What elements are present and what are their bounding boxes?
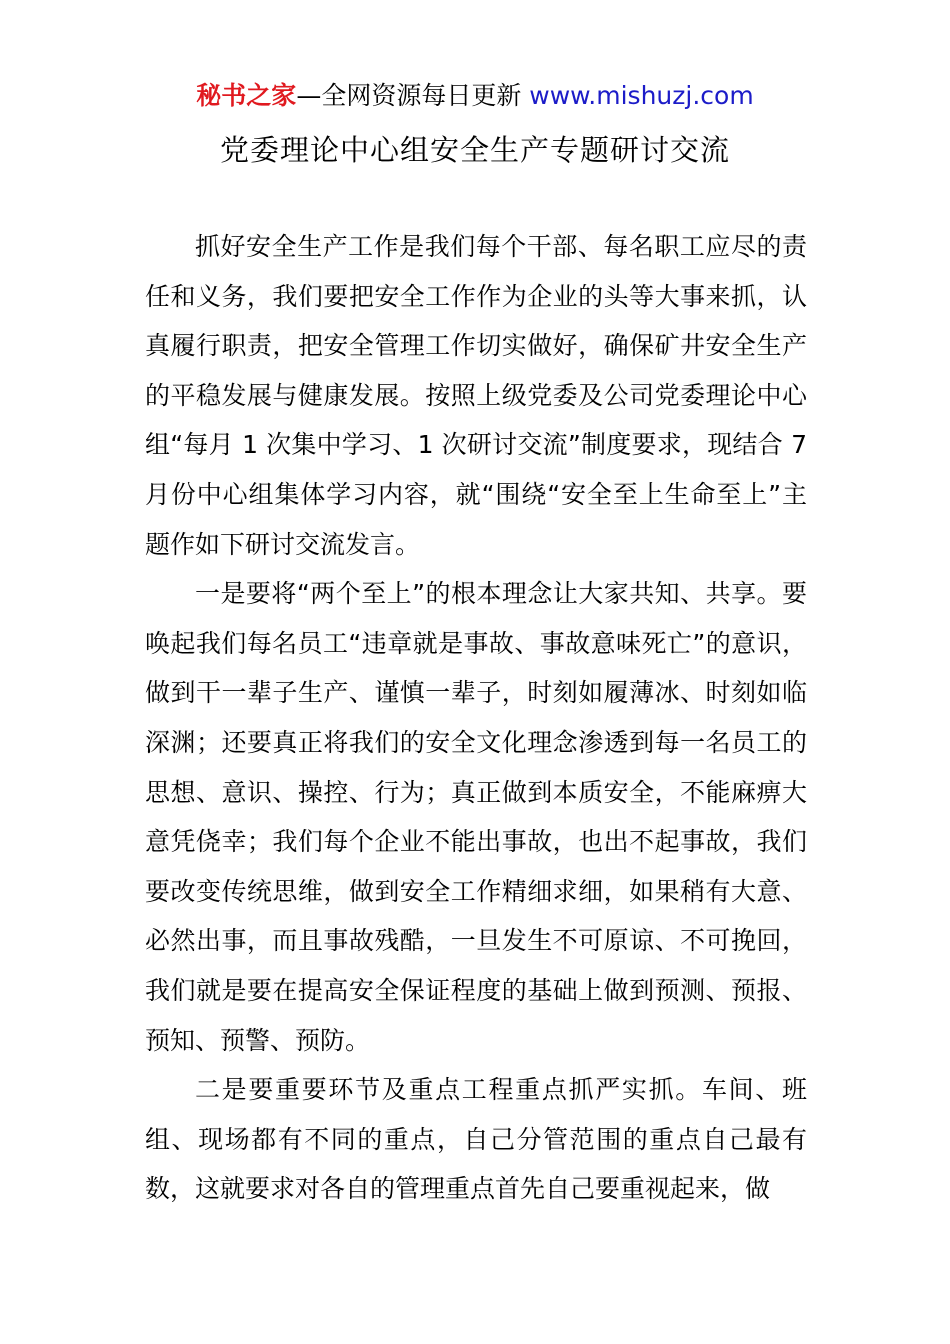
paragraph-point-one: 一是要将“两个至上”的根本理念让大家共知、共享。要唤起我们每名员工“违章就是事故、事故意味死亡”的意识，做到干一辈子生产、谨慎一辈子，时刻如履薄冰、时刻如临深渊；还要真正将我们的安全文化理念渗透到每一名员工的思想、意识、操控、行为；真正做到本质安全，不能麻痹大意凭侥幸；我们每个企业不能出事故，也出不起事故，我们要改变传统思维，做到安全工作精细求细，如果稍有大意、必然出事，而且事故残酷，一旦发生不可原谅、不可挽回，我们就是要在提高安全保证程度的基础上做到预测、预报、预知、预警、预防。 (145, 579, 807, 1055)
paragraph-intro: 抓好安全生产工作是我们每个干部、每名职工应尽的责任和义务，我们要把安全工作作为企业的头等大事来抓，认真履行职责，把安全管理工作切实做好，确保矿井安全生产的平稳发展与健康发展。按照上级党委及公司党委理论中心组“每月 1 次集中学习、1 次研讨交流”制度要求，现结合 7 月份中心组集体学习内容，就“围绕“安全至上生命至上”主题作如下研讨交流发言。 (145, 232, 807, 559)
site-header (0, 78, 950, 114)
document-body (145, 222, 807, 1214)
site-tagline: —全网资源每日更新 (296, 81, 530, 110)
document-title: 党委理论中心组安全生产专题研讨交流 (219, 133, 730, 167)
paragraph-point-two: 二是要重要环节及重点工程重点抓严实抓。车间、班组、现场都有不同的重点，自己分管范围的重点自己最有数，这就要求对各自的管理重点首先自己要重视起来，做 (145, 1075, 807, 1204)
site-url-link[interactable]: www.mishuzj.com (529, 81, 754, 110)
site-brand: 秘书之家 (196, 81, 297, 110)
